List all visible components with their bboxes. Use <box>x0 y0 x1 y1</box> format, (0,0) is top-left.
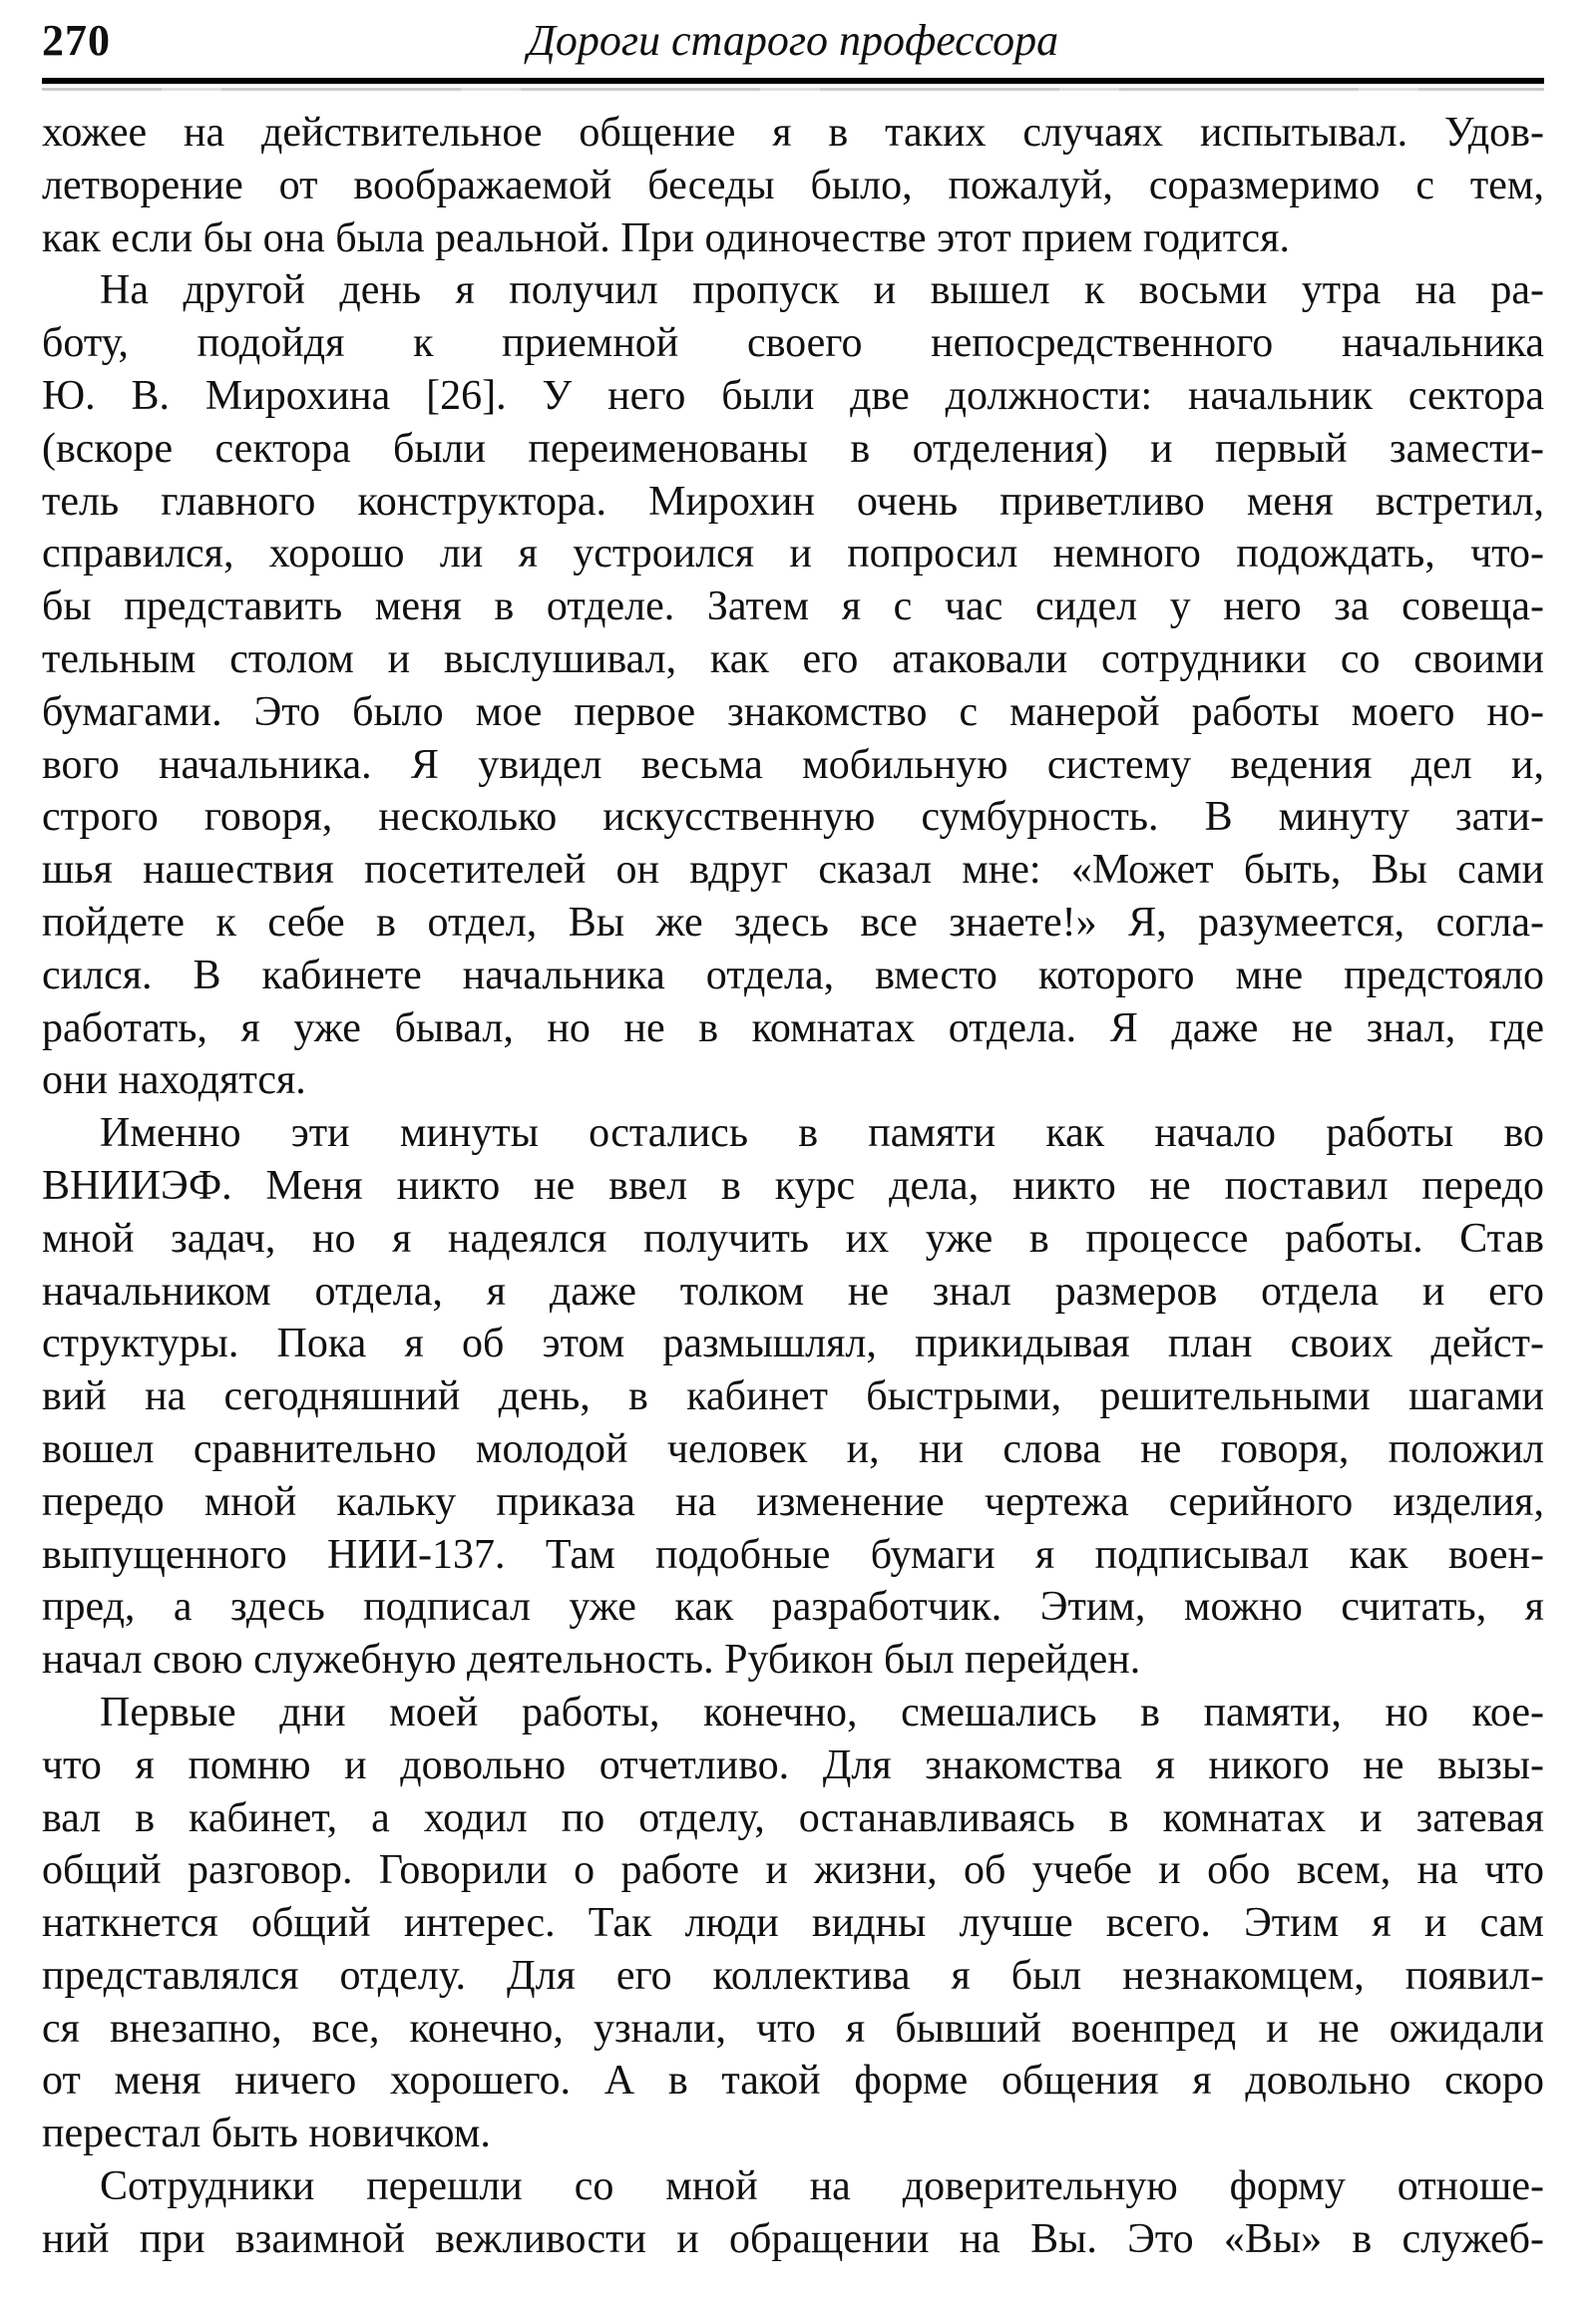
text-line: представлялся отделу. Для его коллектива я был незнакомцем, появил- <box>42 1952 1544 1999</box>
page-body <box>42 107 1544 2266</box>
header-rule <box>42 78 1544 84</box>
text-line: тельным столом и выслушивал, как его атаковали сотрудники со своими <box>42 635 1544 682</box>
paragraph <box>42 107 1544 264</box>
text-line: бы представить меня в отделе. Затем я с час сидел у него за совеща- <box>42 583 1544 630</box>
text-line: строго говоря, несколько искусственную сумбурность. В минуту зати- <box>42 794 1544 841</box>
text-line: наткнется общий интерес. Так люди видны лучше всего. Этим я и сам <box>42 1900 1544 1947</box>
text-line: работать, я уже бывал, но не в комнатах отдела. Я даже не знал, где <box>42 1004 1544 1051</box>
text-line: выпущенного НИИ-137. Там подобные бумаги я подписывал как воен- <box>42 1531 1544 1578</box>
text-line: справился, хорошо ли я устроился и попросил немного подождать, что- <box>42 531 1544 578</box>
text-line: начал свою служебную деятельность. Рубикон был перейден. <box>42 1637 1141 1684</box>
text-line: летворение от воображаемой беседы было, пожалуй, соразмеримо с тем, <box>42 162 1544 208</box>
text-line: структуры. Пока я об этом размышлял, прикидывая план своих дейст- <box>42 1321 1544 1367</box>
text-line: тель главного конструктора. Мирохин очень приветливо меня встретил, <box>42 478 1544 525</box>
text-line: ВНИИЭФ. Меня никто не ввел в курс дела, никто не поставил передо <box>42 1162 1544 1209</box>
text-line: хожее на действительное общение я в таких случаях испытывал. Удов- <box>42 110 1544 156</box>
text-line: ний при взаимной вежливости и обращении на Вы. Это «Вы» в служеб- <box>42 2215 1544 2262</box>
text-line: бумагами. Это было мое первое знакомство с манерой работы моего но- <box>42 688 1544 735</box>
text-line: На другой день я получил пропуск и вышел к восьми утра на ра- <box>100 267 1544 314</box>
paragraph <box>42 1107 1544 1687</box>
text-line: что я помню и довольно отчетливо. Для знакомства я никого не вызы- <box>42 1741 1544 1788</box>
text-line: вал в кабинет, а ходил по отделу, останавливаясь в комнатах и затевая <box>42 1794 1544 1841</box>
text-line: вий на сегодняшний день, в кабинет быстрыми, решительными шагами <box>42 1373 1544 1420</box>
text-line: они находятся. <box>42 1057 306 1104</box>
text-line: передо мной кальку приказа на изменение чертежа серийного изделия, <box>42 1478 1544 1525</box>
text-line: от меня ничего хорошего. А в такой форме общения я довольно скоро <box>42 2058 1544 2105</box>
text-line: перестал быть новичком. <box>42 2111 491 2157</box>
text-line: пойдете к себе в отдел, Вы же здесь все знаете!» Я, разумеется, согла- <box>42 899 1544 946</box>
paragraph <box>42 264 1544 1107</box>
text-line: Именно эти минуты остались в памяти как начало работы во <box>100 1110 1544 1157</box>
text-line: сился. В кабинете начальника отдела, вместо которого мне предстояло <box>42 952 1544 998</box>
text-line: (вскоре сектора были переименованы в отделения) и первый замести- <box>42 425 1544 472</box>
header-rule-shadow <box>42 88 1544 91</box>
text-line: ся внезапно, все, конечно, узнали, что я бывший военпред и не ожидали <box>42 2005 1544 2052</box>
text-line: Первые дни моей работы, конечно, смешались в памяти, но кое- <box>100 1689 1544 1735</box>
running-title: Дороги старого профессора <box>527 16 1059 65</box>
paragraph <box>42 2160 1544 2266</box>
running-head <box>42 16 1544 66</box>
text-line: как если бы она была реальной. При одиночестве этот прием годится. <box>42 214 1291 261</box>
text-line: вошел сравнительно молодой человек и, ни слова не говоря, положил <box>42 1425 1544 1472</box>
text-line: боту, подойдя к приемной своего непосредственного начальника <box>42 320 1544 367</box>
text-line: общий разговор. Говорили о работе и жизни, об учебе и обо всем, на что <box>42 1847 1544 1894</box>
text-line: вого начальника. Я увидел весьма мобильную систему ведения дел и, <box>42 741 1544 788</box>
text-line: шья нашествия посетителей он вдруг сказал мне: «Может быть, Вы сами <box>42 847 1544 894</box>
page-number: 270 <box>42 16 111 65</box>
text-line: пред, а здесь подписал уже как разработчик. Этим, можно считать, я <box>42 1584 1544 1631</box>
text-line: Сотрудники перешли со мной на доверительную форму отноше- <box>100 2163 1544 2210</box>
text-line: начальником отдела, я даже толком не знал размеров отдела и его <box>42 1268 1544 1315</box>
paragraph <box>42 1687 1544 2160</box>
text-line: мной задач, но я надеялся получить их уже в процессе работы. Став <box>42 1215 1544 1262</box>
text-line: Ю. В. Мирохина [26]. У него были две должности: начальник сектора <box>42 372 1544 419</box>
